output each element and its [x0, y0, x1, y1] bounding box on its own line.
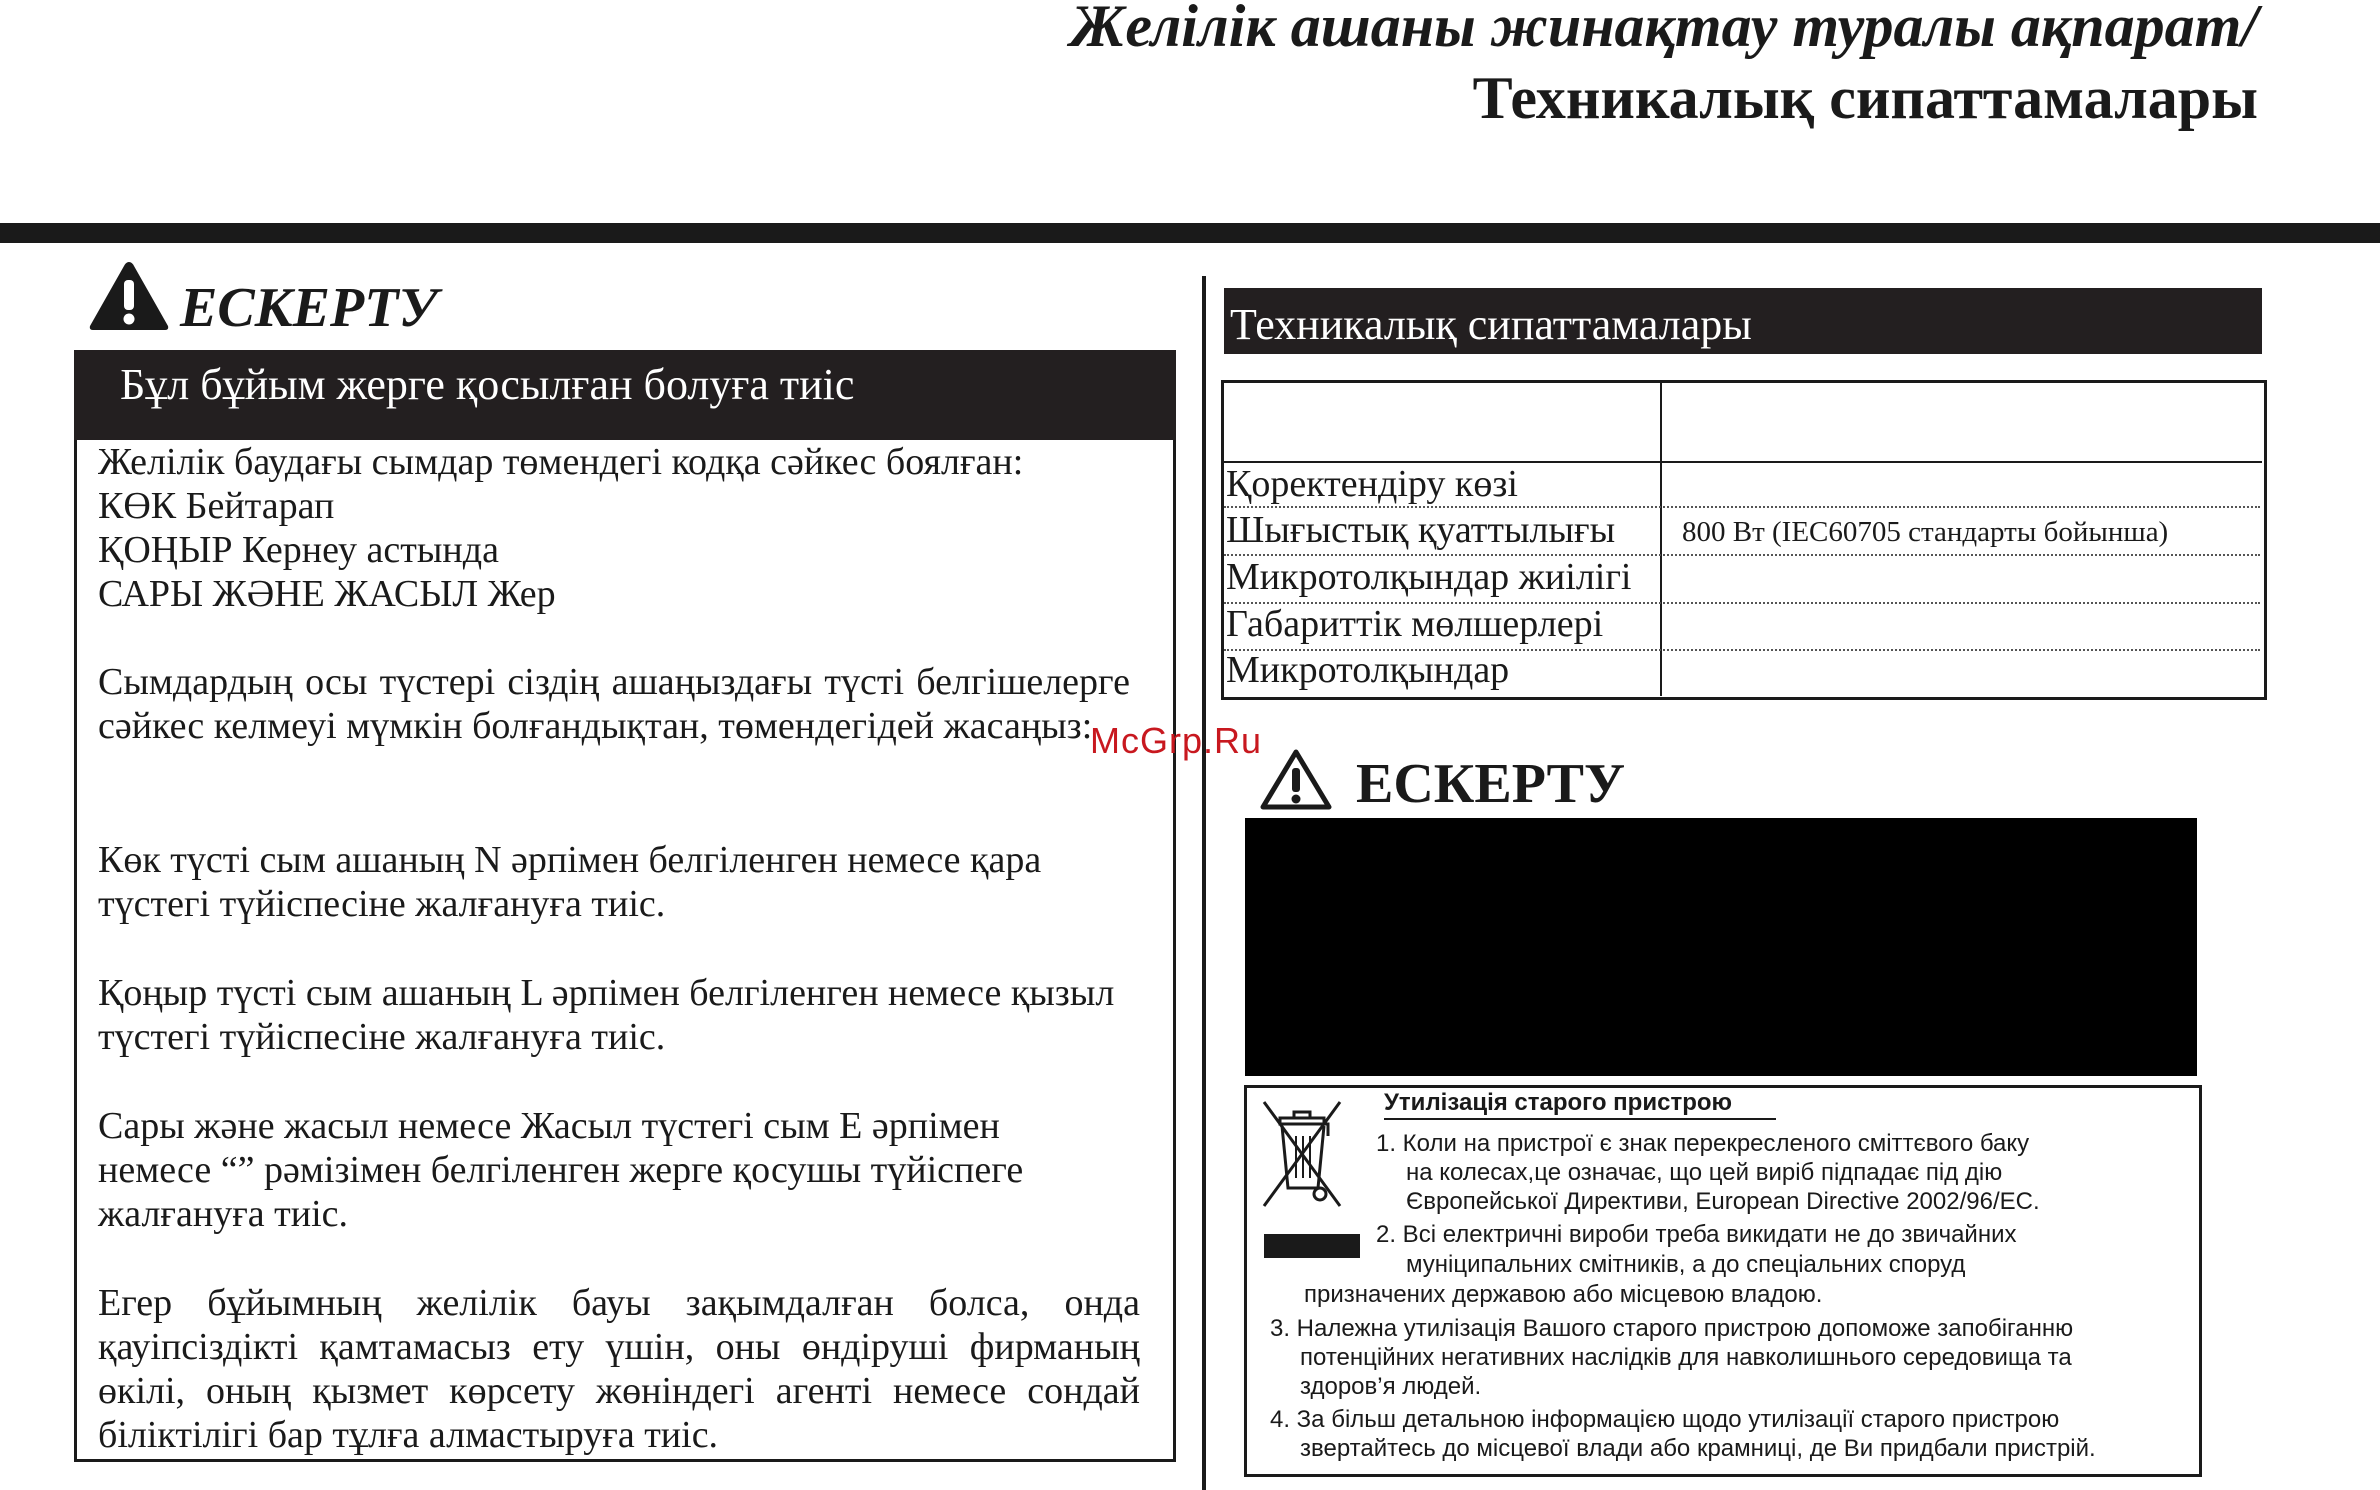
paragraph-colors: Сымдардың осы түстері сіздің ашаңыздағы түсті белгішелерге сәйкес келмеуі мүмкін болғандықтан, төмендегідей жасаңыз:: [98, 661, 1130, 747]
paragraph-earth-line2: немесе “” рәмізімен белгіленген жерге қосушы түйіспеге: [98, 1149, 1024, 1191]
warning-triangle-icon: [88, 260, 170, 332]
disposal-line: Європейської Директиви, European Directive 2002/96/EC.: [1406, 1188, 2040, 1215]
disposal-line: на колесах,це означає, що цей виріб підпадає під дію: [1406, 1159, 2003, 1186]
earthing-banner-text: Бұл бұйым жерге қосылған болуға тиіс: [120, 360, 855, 409]
disposal-title: Утилізація старого пристрою: [1384, 1089, 1733, 1116]
crossed-out-wheelie-bin-icon: [1258, 1096, 1346, 1212]
disposal-line: муніципальних смітників, а до спеціальних споруд: [1406, 1251, 1966, 1278]
paragraph-earth-line3: жалғануға тиіс.: [98, 1193, 349, 1235]
page-title-line2: Техникалық сипаттамалары: [1472, 65, 2258, 131]
spec-value-output-power: 800 Вт (IEC60705 стандарты бойынша): [1682, 516, 2169, 548]
wire-yellow-green: САРЫ ЖӘНЕ ЖАСЫЛ Жер: [98, 573, 556, 615]
page-title-line1: Желілік ашаны жинақтау туралы ақпарат/: [1070, 0, 2258, 59]
paragraph-blue-line1: Көк түсті сым ашаның N әрпімен белгіленген немесе қара: [98, 839, 1042, 881]
paragraph-brown-line1: Қоңыр түсті сым ашаның L әрпімен белгіленген немесе қызыл: [98, 972, 1115, 1014]
paragraph-brown-line2: түстегі түйіспесіне жалғануға тиіс.: [98, 1016, 666, 1058]
warning-title-right: ЕСКЕРТУ: [1356, 753, 1626, 815]
watermark: McGrp.Ru: [1090, 720, 1263, 761]
spec-label-power-source: Қоректендіру көзі: [1226, 463, 1518, 505]
column-divider: [1202, 276, 1206, 1490]
disposal-line: звертайтесь до місцевої влади або крамниці, де Ви придбали пристрій.: [1300, 1435, 2096, 1462]
paragraph-blue-line2: түстегі түйіспесіне жалғануға тиіс.: [98, 883, 666, 925]
disposal-line: призначених державою або місцевою владою.: [1304, 1281, 1823, 1308]
spec-label-microwaves: Микротолқындар: [1226, 649, 1510, 691]
disposal-line: здоров’я людей.: [1300, 1373, 1482, 1400]
disposal-line: 3. Належна утилізація Вашого старого пристрою допоможе запобіганню: [1270, 1315, 2074, 1342]
spec-header: [1224, 288, 2262, 354]
wire-blue: КӨК Бейтарап: [98, 485, 335, 527]
disposal-title-underline: [1384, 1118, 1776, 1120]
disposal-line: 1. Коли на пристрої є знак перекресленого сміттєвого баку: [1376, 1130, 2030, 1157]
disposal-line: 2. Всі електричні вироби треба викидати не до звичайних: [1376, 1221, 2017, 1248]
spec-label-output-power: Шығыстық қуаттылығы: [1226, 509, 1616, 551]
disposal-line: потенційних негативних наслідків для навколишнього середовища та: [1300, 1344, 2072, 1371]
warning-title-left: ЕСКЕРТУ: [180, 277, 438, 339]
earthing-banner: [74, 350, 1176, 440]
disposal-black-bar: [1264, 1234, 1360, 1258]
warning-black-block: [1245, 818, 2197, 1076]
wire-intro: Желілік баудағы сымдар төмендегі кодқа сәйкес боялған:: [98, 441, 1024, 483]
paragraph-earth-line1: Сары және жасыл немесе Жасыл түстегі сым E әрпімен: [98, 1105, 1000, 1147]
spec-header-text: Техникалық сипаттамалары: [1230, 300, 1752, 349]
spec-label-frequency: Микротолқындар жиілігі: [1226, 556, 1632, 598]
wire-brown: ҚОҢЫР Кернеу астында: [98, 529, 499, 571]
spec-label-dimensions: Габариттік мөлшерлері: [1226, 603, 1604, 645]
paragraph-cord: Егер бұйымның желілік бауы зақымдалған болса, онда қауіпсіздікті қамтамасыз ету үшін, оны өндіруші фирманың өкілі, оның қызмет көрсету жөніндегі агенті немесе сондай біліктілігі бар тұлға алмастыруға тиіс.: [98, 1282, 1140, 1456]
header-rule: [0, 223, 2380, 243]
disposal-line: 4. За більш детальною інформацією щодо утилізації старого пристрою: [1270, 1406, 2060, 1433]
warning-triangle-outline-icon: [1260, 748, 1332, 810]
